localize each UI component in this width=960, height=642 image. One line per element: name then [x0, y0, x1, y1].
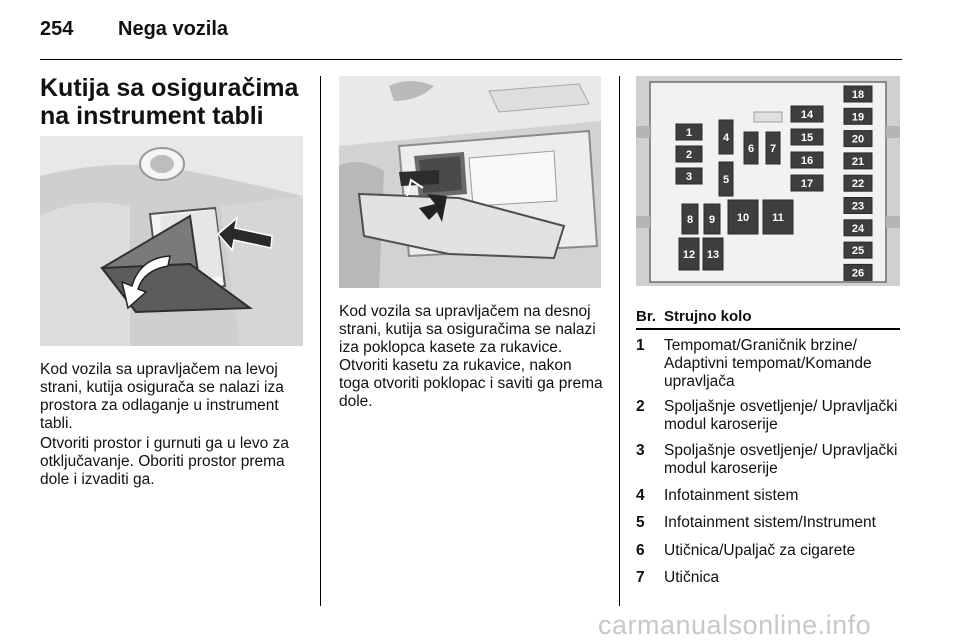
section-title: Kutija sa osiguračima na instrument tabli [40, 74, 299, 130]
fuse-label-6: 6 [747, 143, 755, 155]
fuse-label-18: 18 [851, 89, 865, 101]
row-number: 1 [636, 337, 645, 354]
page-header-title: Nega vozila [118, 18, 229, 40]
fuse-label-23: 23 [851, 200, 865, 213]
fuses-1-3 [676, 124, 702, 184]
row-number: 5 [636, 514, 645, 531]
table-header-circuit: Strujno kolo [664, 308, 752, 325]
row-circuit: Utičnica/Upaljač za cigarete [664, 542, 856, 559]
header-rule [40, 59, 902, 60]
lhd-removal-text: Otvoriti prostor i gurnuti ga u levo za otključavanje. Oboriti prostor prema dole i izvaditi ga. [40, 435, 289, 488]
row-number: 6 [636, 542, 645, 559]
glovebox-illustration [339, 76, 601, 288]
row-circuit: Infotainment sistem/Instrument [664, 514, 876, 531]
storage-compartment-illustration [40, 136, 303, 346]
fuse-label-13: 13 [706, 249, 720, 261]
fuse-label-25: 25 [851, 245, 865, 258]
fuse-label-22: 22 [851, 178, 865, 191]
fuse-box-diagram [636, 76, 900, 286]
lhd-location-text: Kod vozila sa upravljačem na levoj strani, kutija osigurača se nalazi iza prostora za odlaganje u instrument tabli. [40, 361, 284, 432]
page-number: 254 [40, 18, 74, 40]
fuse-label-10: 10 [736, 212, 750, 224]
fuse-label-8: 8 [686, 214, 694, 226]
fuse-label-12: 12 [682, 249, 696, 261]
fuse-label-4: 4 [722, 132, 730, 144]
row-number: 2 [636, 398, 645, 415]
watermark: carmanualsonline.info [598, 610, 872, 640]
fuse-label-9: 9 [708, 214, 716, 226]
table-header-number: Br. [636, 308, 657, 325]
row-number: 3 [636, 442, 645, 459]
row-circuit: Spoljašnje osvetljenje/ Upravljački modul karoserije [664, 398, 898, 433]
fuse-label-24: 24 [851, 222, 865, 235]
row-circuit: Infotainment sistem [664, 487, 799, 504]
fuse-label-1: 1 [685, 127, 693, 139]
row-circuit: Tempomat/Graničnik brzine/ Adaptivni tempomat/Komande upravljača [664, 337, 872, 390]
fuse-label-5: 5 [722, 174, 730, 186]
fuse-label-19: 19 [851, 111, 865, 124]
column-divider-1 [320, 76, 321, 606]
column-divider-2 [619, 76, 620, 606]
rhd-location-text: Kod vozila sa upravljačem na desnoj strani, kutija sa osiguračima se nalazi iza poklopca kasete za rukavice. Otvoriti kasetu za rukavice, nakon toga otvoriti poklopac i saviti ga prema dole. [339, 303, 603, 410]
table-header-rule [636, 328, 900, 330]
row-circuit: Utičnica [664, 569, 720, 586]
row-number: 4 [636, 487, 645, 504]
row-circuit: Spoljašnje osvetljenje/ Upravljački modul karoserije [664, 442, 898, 477]
fuse-label-7: 7 [769, 143, 777, 155]
fuse-label-26: 26 [851, 267, 865, 280]
fuse-label-20: 20 [851, 133, 865, 146]
fuses-18-26 [844, 86, 872, 280]
fuse-label-15: 15 [800, 132, 814, 144]
fuse-label-2: 2 [685, 149, 693, 161]
fuse-label-16: 16 [800, 155, 814, 167]
fuse-label-21: 21 [851, 155, 865, 168]
fuse-label-11: 11 [772, 212, 784, 224]
fuse-label-14: 14 [800, 109, 814, 121]
fuse-label-17: 17 [800, 178, 814, 190]
row-number: 7 [636, 569, 645, 586]
fuse-label-3: 3 [685, 171, 693, 183]
